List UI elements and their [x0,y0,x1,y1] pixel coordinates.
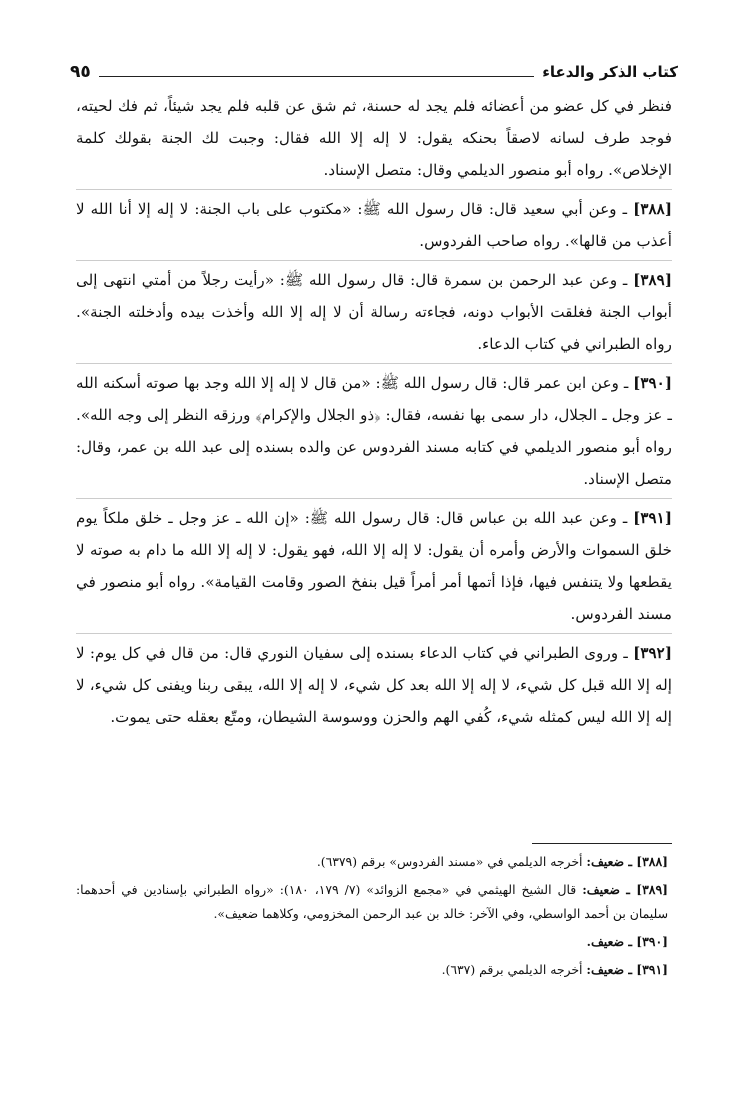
header-rule [99,76,534,77]
footnote-separator [532,843,672,844]
running-header [70,58,678,82]
paragraph [76,498,672,630]
paragraph-text: ـ وعن عبد الرحمن بن سمرة قال: قال رسول الله ﷺ: «رأيت رجلاً من أمتي انتهى إلى أبواب الجنة فغلقت الأبواب دونه، فجاءته رسالة أن لا إله إلا الله وأخذت بيده وأدخلته الجنة». رواه الطبراني في كتاب الدعاء. [76,271,672,353]
paragraph-text: ـ وروى الطبراني في كتاب الدعاء بسنده إلى سفيان النوري قال: من قال في كل يوم: لا إله إلا الله قبل كل شيء، لا إله إلا الله بعد كل شيء، لا إله إلا الله، يبقى ربنا ويفنى كل شيء، لا إله إلا الله ليس كمثله شيء، كُفي الهم والحزن ووسوسة الشيطان، ومتّع بعقله حتى يموت. [76,644,672,726]
paragraph [76,260,672,360]
footnote-label: [٣٩١] ـ ضعيف: [586,962,668,977]
page-number: ٩٥ [70,62,91,82]
footnote-text: قال الشيخ الهيثمي في «مجمع الزوائد» (٧/ ١٧٩، ١٨٠): «رواه الطبراني بإسنادين في أحدهما: سليمان بن أحمد الواسطي، وفي الآخر: خالد بن عبد الرحمن المخزومي، وكلاهما ضعيف». [76,882,668,921]
footnote-label: [٣٨٩] ـ ضعيف: [582,882,668,897]
paragraph-text: ـ وعن عبد الله بن عباس قال: قال رسول الله ﷺ: «إن الله ـ عز وجل ـ خلق ملكاً يوم خلق السموات والأرض وأمره أن يقول: لا إله إلا الله، فهو يقول: لا إله إلا الله ما دام به صوته لا يقطعها ولا يتنفس فيها، فإذا أتمها أمر أمراً قيل بنفخ الصور وقامت القيامة». رواه أبو منصور في مسند الفردوس. [76,509,672,623]
paragraph [76,363,672,495]
footnote-label: [٣٩٠] ـ ضعيف. [586,934,668,949]
paragraph [76,90,672,186]
footnote [76,958,668,982]
paragraph [76,633,672,733]
footnote [76,878,668,926]
paragraph-text: ـ وعن ابن عمر قال: قال رسول الله ﷺ: «من قال لا إله إلا الله وجد بها صوته أسكنه الله ـ عز وجل ـ الجلال، دار سمى بها نفسه، فقال: ﴿ذو الجلال والإكرام﴾ ورزقه النظر إلى وجه الله». رواه أبو منصور الديلمي في كتابه مسند الفردوس عن والده بسنده إلى عبد الله بن عمر، وقال: متصل الإسناد. [76,374,672,488]
footnote [76,850,668,874]
footnote-label: [٣٨٨] ـ ضعيف: [586,854,668,869]
footnote-text: أخرجه الديلمي برقم (٦٣٧). [441,962,587,977]
paragraph-text: ـ وعن أبي سعيد قال: قال رسول الله ﷺ: «مكتوب على باب الجنة: لا إله إلا أنا الله لا أعذب من قالها». رواه صاحب الفردوس. [76,200,672,250]
hadith-number: [٣٩١] [633,509,672,527]
paragraph-text: فنظر في كل عضو من أعضائه فلم يجد له حسنة، ثم شق عن قلبه فلم يجد شيئاً، ثم فك لحيته، فوجد طرف لسانه لاصقاً بحنكه يقول: لا إله إلا الله فقال: وجبت لك الجنة بقولك كلمة الإخلاص». رواه أبو منصور الديلمي وقال: متصل الإسناد. [76,97,672,179]
hadith-number: [٣٩٢] [633,644,672,662]
footnote [76,930,668,954]
hadith-number: [٣٨٩] [633,271,672,289]
footnotes [76,850,668,986]
footnote-text: أخرجه الديلمي في «مسند الفردوس» برقم (٦٣٧٩). [316,854,587,869]
hadith-number: [٣٩٠] [633,374,672,392]
chapter-title: كتاب الذكر والدعاء [542,63,678,81]
main-text [76,90,672,733]
paragraph [76,189,672,257]
hadith-number: [٣٨٨] [633,200,672,218]
